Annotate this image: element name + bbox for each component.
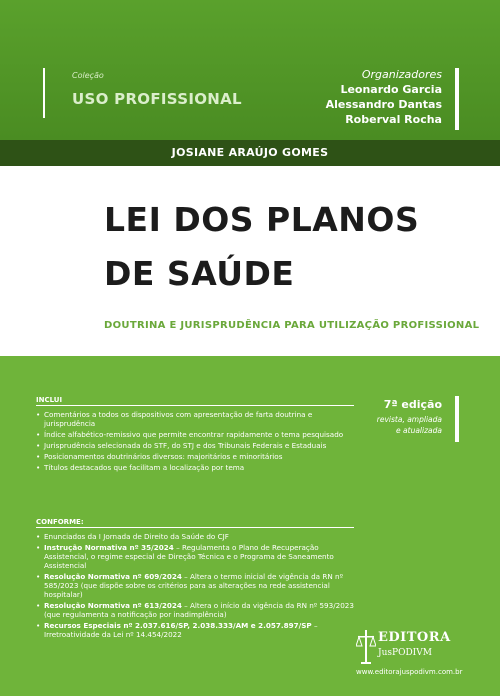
- list-item: • Posicionamentos doutrinários diversos: majoritários e minoritários: [36, 452, 354, 461]
- edition-accent-line: [455, 396, 459, 442]
- publisher-name: EDITORA: [378, 630, 451, 645]
- list-item: • Títulos destacados que facilitam a localização por tema: [36, 463, 354, 472]
- book-subtitle: DOUTRINA E JURISPRUDÊNCIA PARA UTILIZAÇÃO PROFISSIONAL: [104, 320, 480, 331]
- list-item: • Resolução Normativa nº 609/2024 – Altera o termo inicial de vigência da RN nº 585/2023 (que dispõe sobre os critérios para as alterações na rede assistencial hospitalar): [36, 572, 354, 599]
- scales-of-justice-icon: [356, 628, 376, 668]
- left-accent-line: [43, 68, 45, 118]
- list-item: • Jurisprudência selecionada do STF, do STJ e dos Tribunais Federais e Estaduais: [36, 441, 354, 450]
- publisher-logo: [356, 628, 466, 668]
- organizers-label: Organizadores: [361, 68, 442, 81]
- series-name: USO PROFISSIONAL: [72, 90, 242, 108]
- inclui-heading: INCLUI: [36, 396, 63, 404]
- inclui-list: [36, 410, 354, 474]
- organizer-name: Roberval Rocha: [345, 113, 442, 126]
- list-item: • Índice alfabético-remissivo que permite encontrar rapidamente o tema pesquisado: [36, 430, 354, 439]
- series-label: Coleção: [72, 71, 104, 80]
- organizer-name: Alessandro Dantas: [325, 98, 442, 111]
- list-item: • Enunciados da I Jornada de Direito da Saúde do CJF: [36, 532, 354, 541]
- divider: [36, 405, 354, 406]
- list-item: • Resolução Normativa nº 613/2024 – Altera o início da vigência da RN nº 593/2023 (que regulamenta a notificação por inadimplência): [36, 601, 354, 619]
- book-title-line1: LEI DOS PLANOS: [104, 200, 420, 239]
- author-name: JOSIANE ARAÚJO GOMES: [171, 146, 329, 159]
- publisher-subname: JusPODIVM: [378, 648, 432, 658]
- edition-note: revista, ampliada: [376, 415, 442, 424]
- divider: [36, 527, 354, 528]
- conforme-list: [36, 532, 354, 641]
- list-item: • Comentários a todos os dispositivos com apresentação de farta doutrina e jurisprudência: [36, 410, 354, 428]
- organizer-name: Leonardo Garcia: [340, 83, 442, 96]
- right-accent-line: [455, 68, 459, 130]
- list-item: • Recursos Especiais nº 2.037.616/SP, 2.038.333/AM e 2.057.897/SP – Irretroatividade da Lei nº 14.454/2022: [36, 621, 354, 639]
- list-item: • Instrução Normativa nº 35/2024 – Regulamenta o Plano de Recuperação Assistencial, o regime especial de Direção Técnica e o Programa de Saneamento Assistencial: [36, 543, 354, 570]
- edition-note: e atualizada: [396, 426, 442, 435]
- publisher-url: www.editorajuspodivm.com.br: [356, 668, 463, 676]
- conforme-heading: CONFORME:: [36, 518, 84, 526]
- book-title-line2: DE SAÚDE: [104, 254, 295, 293]
- edition-label: 7ª edição: [383, 398, 442, 411]
